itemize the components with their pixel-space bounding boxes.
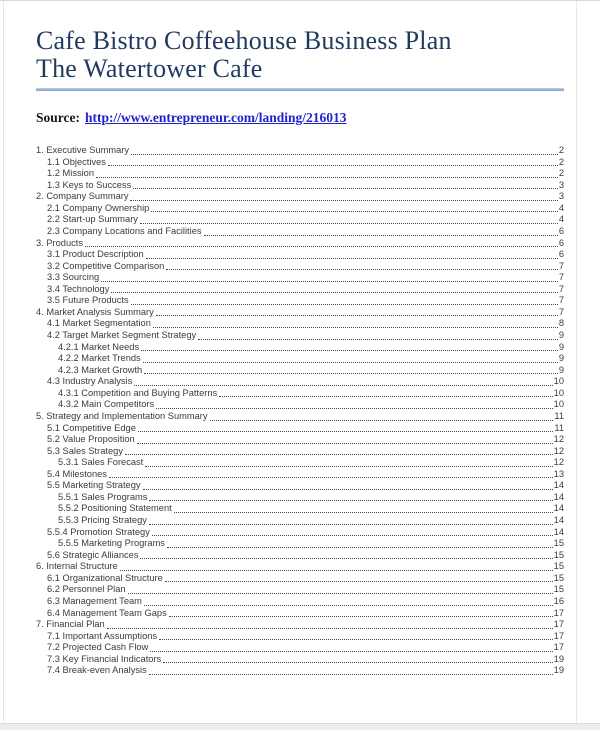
document-title-line2: The Watertower Cafe bbox=[36, 54, 263, 83]
toc-entry-page-number: 14 bbox=[553, 503, 564, 514]
toc-dotted-leader bbox=[149, 500, 552, 501]
toc-dotted-leader bbox=[96, 177, 558, 178]
toc-dotted-leader bbox=[144, 605, 553, 606]
toc-entry-page-number: 7 bbox=[558, 306, 564, 317]
toc-entry-page-number: 12 bbox=[553, 445, 564, 456]
toc-entry-page-number: 9 bbox=[558, 330, 564, 340]
toc-dotted-leader bbox=[85, 246, 558, 247]
toc-entry[interactable] bbox=[36, 191, 564, 203]
title-underline-rule bbox=[36, 88, 564, 91]
toc-entry-page-number: 12 bbox=[553, 457, 564, 468]
toc-entry-page-number: 2 bbox=[558, 156, 564, 167]
toc-entry-label: 5.4 Milestones bbox=[47, 468, 107, 479]
toc-entry[interactable] bbox=[36, 642, 564, 654]
toc-dotted-leader bbox=[120, 570, 553, 571]
toc-entry[interactable] bbox=[36, 284, 564, 296]
toc-entry[interactable] bbox=[36, 608, 564, 620]
toc-entry-label: 5.3.1 Sales Forecast bbox=[58, 457, 144, 468]
toc-dotted-leader bbox=[138, 431, 553, 432]
toc-entry-page-number: 14 bbox=[553, 526, 564, 537]
toc-entry-page-number: 9 bbox=[558, 353, 564, 364]
toc-entry-label: 2.2 Start-up Summary bbox=[47, 214, 138, 225]
toc-dotted-leader bbox=[140, 223, 558, 224]
toc-dotted-leader bbox=[149, 524, 553, 525]
toc-entry-page-number: 4 bbox=[558, 202, 564, 213]
toc-dotted-leader bbox=[143, 489, 553, 490]
toc-dotted-leader bbox=[169, 616, 553, 617]
toc-entry[interactable] bbox=[36, 399, 564, 411]
toc-entry-label: 5.5.5 Marketing Programs bbox=[58, 538, 165, 549]
toc-entry[interactable] bbox=[36, 573, 564, 585]
toc-dotted-leader bbox=[210, 420, 554, 421]
toc-dotted-leader bbox=[111, 292, 557, 293]
toc-entry[interactable] bbox=[36, 238, 564, 250]
page-top-edge bbox=[0, 0, 600, 1]
toc-entry-label: 3.5 Future Products bbox=[47, 295, 129, 306]
toc-entry-label: 5.1 Competitive Edge bbox=[47, 422, 136, 433]
page-left-edge bbox=[3, 1, 4, 723]
toc-entry[interactable] bbox=[36, 411, 564, 423]
toc-entry-label: 2.1 Company Ownership bbox=[47, 202, 150, 213]
toc-entry-page-number: 15 bbox=[553, 584, 564, 595]
toc-entry[interactable] bbox=[36, 619, 564, 631]
toc-entry-label: 5.5.4 Promotion Strategy bbox=[47, 526, 150, 537]
toc-entry-page-number: 7 bbox=[558, 272, 564, 283]
toc-dotted-leader bbox=[153, 327, 558, 328]
toc-dotted-leader bbox=[141, 350, 558, 351]
toc-entry[interactable] bbox=[36, 654, 564, 666]
toc-entry-page-number: 2 bbox=[558, 168, 564, 179]
toc-entry[interactable] bbox=[36, 226, 564, 238]
toc-dotted-leader bbox=[152, 535, 553, 536]
toc-entry[interactable] bbox=[36, 249, 564, 261]
toc-entry[interactable] bbox=[36, 665, 564, 677]
toc-entry-page-number: 10 bbox=[553, 376, 564, 387]
toc-entry-page-number: 12 bbox=[553, 434, 564, 445]
toc-entry-label: 4.2.1 Market Needs bbox=[58, 341, 140, 352]
document-title-line1: Cafe Bistro Coffeehouse Business Plan bbox=[36, 26, 452, 55]
toc-entry-label: 1.2 Mission bbox=[47, 168, 95, 179]
toc-entry-label: 5.5.2 Positioning Statement bbox=[58, 503, 172, 514]
toc-entry-page-number: 3 bbox=[558, 191, 564, 202]
toc-dotted-leader bbox=[174, 512, 553, 513]
toc-entry[interactable] bbox=[36, 272, 564, 284]
toc-entry-page-number: 17 bbox=[553, 619, 564, 630]
toc-entry-page-number: 9 bbox=[558, 364, 564, 375]
document-title bbox=[36, 27, 564, 83]
toc-dotted-leader bbox=[125, 454, 553, 455]
toc-entry[interactable] bbox=[36, 157, 564, 169]
toc-entry-page-number: 16 bbox=[553, 595, 564, 606]
toc-entry-label: 7.2 Projected Cash Flow bbox=[47, 642, 149, 653]
toc-entry-label: 4.3.2 Main Competitors bbox=[58, 399, 155, 410]
toc-entry[interactable] bbox=[36, 203, 564, 215]
toc-entry-label: 3. Products bbox=[36, 237, 84, 248]
toc-dotted-leader bbox=[134, 385, 552, 386]
toc-dotted-leader bbox=[159, 639, 553, 640]
toc-entry[interactable] bbox=[36, 261, 564, 273]
toc-dotted-leader bbox=[109, 477, 553, 478]
toc-dotted-leader bbox=[140, 558, 552, 559]
toc-entry-page-number: 14 bbox=[553, 491, 564, 502]
toc-dotted-leader bbox=[198, 339, 558, 340]
toc-entry[interactable] bbox=[36, 469, 564, 481]
toc-entry-label: 4.3 Industry Analysis bbox=[47, 376, 133, 387]
toc-entry-label: 6.2 Personnel Plan bbox=[47, 584, 126, 595]
toc-dotted-leader bbox=[143, 362, 558, 363]
page-bottom-edge bbox=[0, 723, 600, 730]
toc-entry-label: 3.1 Product Description bbox=[47, 249, 144, 260]
toc-entry-label: 3.3 Sourcing bbox=[47, 272, 100, 283]
toc-entry-page-number: 2 bbox=[558, 145, 564, 155]
toc-entry-label: 2.3 Company Locations and Facilities bbox=[47, 225, 202, 236]
toc-entry-page-number: 19 bbox=[553, 665, 564, 676]
toc-entry-label: 5.5.3 Pricing Strategy bbox=[58, 515, 147, 525]
toc-entry[interactable] bbox=[36, 330, 564, 342]
toc-dotted-leader bbox=[144, 373, 558, 374]
toc-entry-label: 4.3.1 Competition and Buying Patterns bbox=[58, 387, 218, 398]
toc-entry-label: 5. Strategy and Implementation Summary bbox=[36, 410, 208, 421]
toc-entry-page-number: 15 bbox=[553, 572, 564, 583]
toc-entry-page-number: 17 bbox=[553, 630, 564, 641]
toc-entry-label: 6. Internal Structure bbox=[36, 561, 118, 572]
toc-dotted-leader bbox=[131, 304, 558, 305]
toc-entry[interactable] bbox=[36, 596, 564, 608]
toc-entry-page-number: 7 bbox=[558, 283, 564, 294]
toc-dotted-leader bbox=[156, 408, 553, 409]
toc-entry[interactable] bbox=[36, 480, 564, 492]
toc-entry-page-number: 3 bbox=[558, 179, 564, 190]
toc-entry-label: 4.2.3 Market Growth bbox=[58, 364, 143, 375]
toc-entry-page-number: 19 bbox=[553, 653, 564, 664]
toc-entry-label: 4.2 Target Market Segment Strategy bbox=[47, 330, 197, 340]
toc-entry-page-number: 6 bbox=[558, 237, 564, 248]
toc-dotted-leader bbox=[145, 466, 552, 467]
toc-dotted-leader bbox=[146, 258, 558, 259]
table-of-contents bbox=[36, 145, 564, 677]
toc-entry-label: 1. Executive Summary bbox=[36, 145, 130, 155]
toc-dotted-leader bbox=[128, 593, 553, 594]
toc-entry-page-number: 10 bbox=[553, 387, 564, 398]
toc-entry[interactable] bbox=[36, 584, 564, 596]
toc-entry-label: 4.1 Market Segmentation bbox=[47, 318, 151, 329]
toc-dotted-leader bbox=[151, 211, 558, 212]
toc-entry[interactable] bbox=[36, 365, 564, 377]
toc-dotted-leader bbox=[137, 443, 553, 444]
toc-entry-label: 6.3 Management Team bbox=[47, 595, 142, 606]
toc-entry-page-number: 4 bbox=[558, 214, 564, 225]
toc-entry-label: 4.2.2 Market Trends bbox=[58, 353, 141, 364]
toc-entry[interactable] bbox=[36, 631, 564, 643]
toc-entry-label: 7.4 Break-even Analysis bbox=[47, 665, 147, 676]
toc-dotted-leader bbox=[165, 581, 553, 582]
toc-dotted-leader bbox=[166, 269, 558, 270]
toc-entry-label: 5.5.1 Sales Programs bbox=[58, 491, 148, 502]
toc-entry-page-number: 14 bbox=[553, 480, 564, 491]
toc-dotted-leader bbox=[167, 547, 553, 548]
toc-entry-page-number: 9 bbox=[558, 341, 564, 352]
toc-entry-page-number: 17 bbox=[553, 607, 564, 618]
toc-entry-page-number: 13 bbox=[553, 468, 564, 479]
toc-entry[interactable] bbox=[36, 503, 564, 515]
toc-entry[interactable] bbox=[36, 388, 564, 400]
toc-entry-page-number: 6 bbox=[558, 225, 564, 236]
toc-dotted-leader bbox=[108, 165, 558, 166]
toc-entry[interactable] bbox=[36, 145, 564, 157]
toc-entry-label: 1.3 Keys to Success bbox=[47, 179, 132, 190]
document-page bbox=[36, 27, 564, 677]
toc-entry-label: 5.3 Sales Strategy bbox=[47, 445, 123, 456]
toc-entry[interactable] bbox=[36, 168, 564, 180]
toc-dotted-leader bbox=[204, 235, 558, 236]
toc-entry-page-number: 14 bbox=[553, 515, 564, 525]
toc-entry[interactable] bbox=[36, 550, 564, 562]
toc-entry[interactable] bbox=[36, 492, 564, 504]
toc-entry-label: 5.6 Strategic Alliances bbox=[47, 549, 139, 560]
toc-entry-page-number: 7 bbox=[558, 295, 564, 306]
toc-entry-label: 7.1 Important Assumptions bbox=[47, 630, 158, 641]
toc-dotted-leader bbox=[107, 628, 553, 629]
toc-entry-page-number: 10 bbox=[553, 399, 564, 410]
toc-entry[interactable] bbox=[36, 353, 564, 365]
toc-entry-page-number: 7 bbox=[558, 260, 564, 271]
toc-entry-page-number: 11 bbox=[554, 410, 564, 421]
toc-dotted-leader bbox=[149, 674, 553, 675]
toc-dotted-leader bbox=[131, 154, 558, 155]
toc-entry-label: 5.2 Value Proposition bbox=[47, 434, 135, 445]
toc-dotted-leader bbox=[101, 281, 558, 282]
page-right-edge bbox=[576, 1, 577, 723]
toc-entry-page-number: 11 bbox=[554, 422, 564, 433]
toc-entry-label: 1.1 Objectives bbox=[47, 156, 106, 167]
source-line bbox=[36, 110, 564, 126]
toc-entry[interactable] bbox=[36, 295, 564, 307]
toc-entry[interactable] bbox=[36, 423, 564, 435]
toc-entry[interactable] bbox=[36, 342, 564, 354]
toc-entry-page-number: 6 bbox=[558, 249, 564, 260]
toc-entry[interactable] bbox=[36, 318, 564, 330]
toc-entry-label: 7. Financial Plan bbox=[36, 619, 105, 630]
toc-dotted-leader bbox=[163, 662, 552, 663]
toc-entry-label: 5.5 Marketing Strategy bbox=[47, 480, 141, 491]
toc-entry-page-number: 17 bbox=[553, 642, 564, 653]
toc-entry-label: 4. Market Analysis Summary bbox=[36, 306, 154, 317]
toc-dotted-leader bbox=[130, 200, 557, 201]
toc-entry[interactable] bbox=[36, 538, 564, 550]
toc-entry[interactable] bbox=[36, 527, 564, 539]
toc-entry[interactable] bbox=[36, 457, 564, 469]
toc-entry[interactable] bbox=[36, 376, 564, 388]
toc-entry[interactable] bbox=[36, 214, 564, 226]
toc-dotted-leader bbox=[133, 188, 558, 189]
toc-entry-label: 3.4 Technology bbox=[47, 283, 110, 294]
toc-entry-page-number: 8 bbox=[558, 318, 564, 329]
toc-entry[interactable] bbox=[36, 307, 564, 319]
toc-entry[interactable] bbox=[36, 434, 564, 446]
toc-entry-label: 6.4 Management Team Gaps bbox=[47, 607, 167, 618]
toc-dotted-leader bbox=[150, 651, 552, 652]
source-url-link[interactable]: http://www.entrepreneur.com/landing/216013 bbox=[85, 110, 347, 125]
source-label: Source: bbox=[36, 110, 80, 125]
toc-entry-label: 7.3 Key Financial Indicators bbox=[47, 653, 162, 664]
toc-entry-page-number: 15 bbox=[553, 549, 564, 560]
toc-dotted-leader bbox=[156, 315, 558, 316]
toc-entry[interactable] bbox=[36, 561, 564, 573]
toc-entry-page-number: 15 bbox=[553, 538, 564, 549]
toc-dotted-leader bbox=[219, 396, 552, 397]
toc-entry-page-number: 15 bbox=[553, 561, 564, 572]
toc-entry[interactable] bbox=[36, 180, 564, 192]
toc-entry[interactable] bbox=[36, 515, 564, 527]
toc-entry-label: 3.2 Competitive Comparison bbox=[47, 260, 165, 271]
toc-entry-label: 6.1 Organizational Structure bbox=[47, 572, 163, 583]
toc-entry[interactable] bbox=[36, 446, 564, 458]
toc-entry-label: 2. Company Summary bbox=[36, 191, 129, 202]
